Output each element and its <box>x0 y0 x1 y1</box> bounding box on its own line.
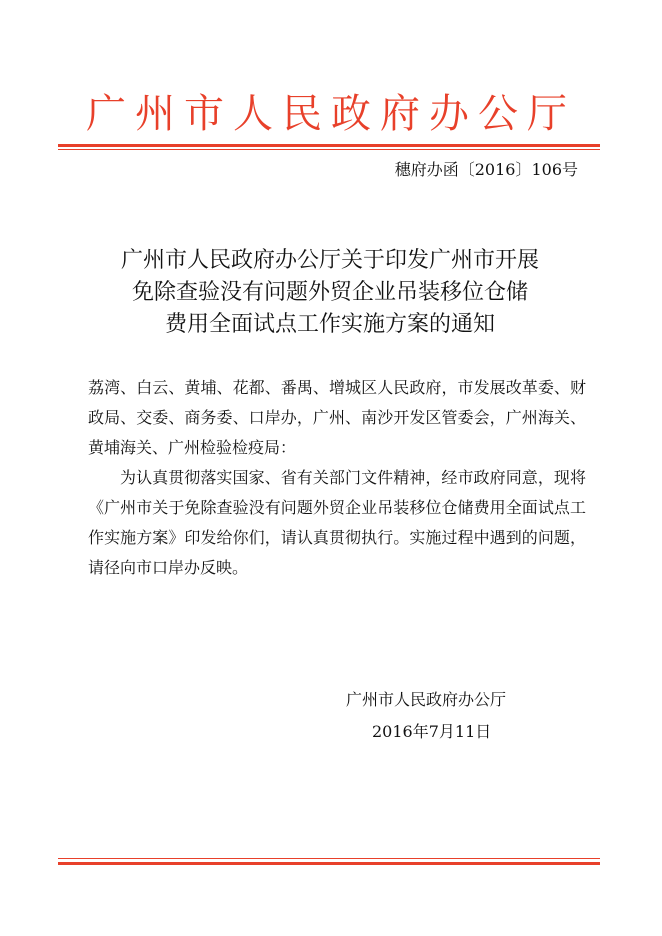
footer-rule-thin <box>58 858 600 859</box>
title-line: 广州市人民政府办公厅关于印发广州市开展 <box>120 248 539 273</box>
document-body <box>88 373 586 583</box>
body-paragraph: 为认真贯彻落实国家、省有关部门文件精神，经市政府同意，现将《广州市关于免除查验没有问题外贸企业吊装移位仓储费用全面试点工作实施方案》印发给你们，请认真贯彻执行。实施过程中遇到的问题，请径向市口岸办反映。 <box>88 468 586 577</box>
signature-block <box>346 684 526 748</box>
document-title <box>70 245 590 341</box>
header-rule-thick <box>58 144 600 147</box>
addressee-list: 荔湾、白云、黄埔、花都、番禺、增城区人民政府，市发展改革委、财政局、交委、商务委、口岸办，广州、南沙开发区管委会，广州海关、黄埔海关、广州检验检疫局： <box>88 378 586 457</box>
footer-rule-thick <box>58 862 600 865</box>
signing-organization: 广州市人民政府办公厅 <box>346 690 507 709</box>
title-line: 免除查验没有问题外贸企业吊装移位仓储 <box>131 280 528 305</box>
document-number: 穗府办函〔2016〕106号 <box>394 160 578 179</box>
title-line: 费用全面试点工作实施方案的通知 <box>164 312 495 337</box>
issuer-masthead: 广州市人民政府办公厅 <box>86 91 576 137</box>
header-rule-thin <box>58 149 600 150</box>
signing-date: 2016年7月11日 <box>372 722 492 741</box>
